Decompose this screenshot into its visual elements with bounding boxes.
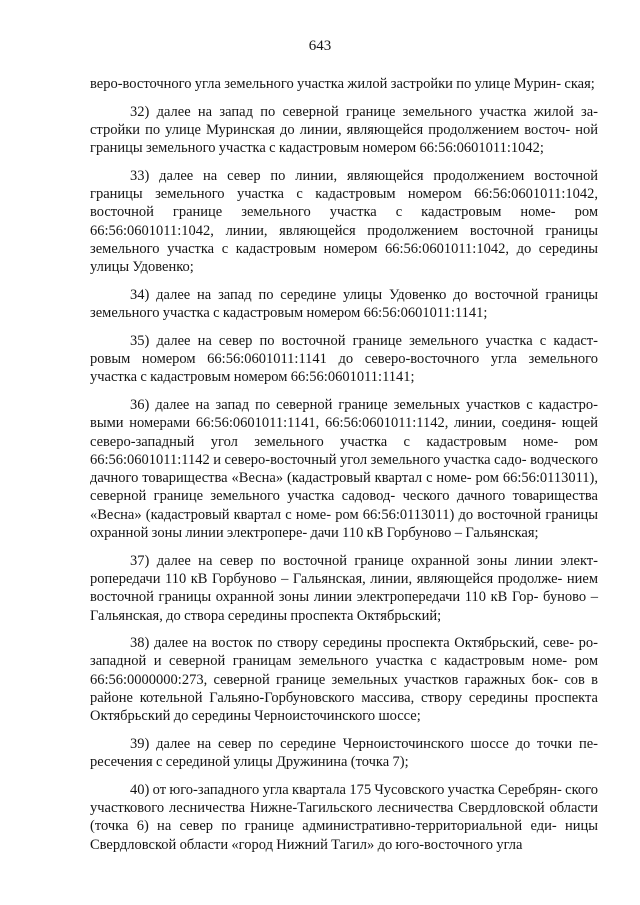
document-body <box>90 75 598 863</box>
paragraph-39: 39) далее на север по середине Черноисточинского шоссе до точки пе- ресечения с серединой улицы Дружинина (точка 7); <box>90 735 598 771</box>
paragraph-35: 35) далее на север по восточной границе земельного участка с кадаст- ровым номером 66:56:0601011:1141 до северо-восточного угла земельного участка с кадастровым номером 66:56:0601011:1141; <box>90 332 598 386</box>
paragraph-38: 38) далее на восток по створу середины проспекта Октябрьский, севе- ро-западной и северной границам земельного участка с кадастровым номе- ром 66:56:0000000:273, северной границе земельных участков гаражных бок- сов в районе котельной Гальяно-Горбуновского массива, створу середины проспекта Октябрьский до середины Черноисточинского шоссе; <box>90 635 598 725</box>
paragraph-40: 40) от юго-западного угла квартала 175 Чусовского участка Серебрян- ского участкового лесничества Нижне-Тагильского лесничества Свердловской области (точка 6) на север по границе административно-территориальной еди- ницы Свердловской области «город Нижний Тагил» до юго-восточного угла <box>90 781 599 853</box>
paragraph-37: 37) далее на север по восточной границе охранной зоны линии элект- ропередачи 110 кВ Горбуново – Гальянская, линии, являющейся продолже- нием восточной границы охранной зоны линии электропередачи 110 кВ Гор- буново – Гальянская, до створа середины проспекта Октябрьский; <box>90 552 598 624</box>
paragraph-36: 36) далее на запад по северной границе земельных участков с кадастро- выми номерами 66:56:0601011:1141, 66:56:0601011:1142, линии, соединя- ющей северо-западный угол земельного участка с кадастровым номе- ром 66:56:0601011:1142 и северо-восточный угол земельного участка садо- водческого дачного товарищества «Весна» (кадастровый квартал с номе- ром 66:56:0113011), северной границе земельного участка садовод- ческого дачного товарищества «Весна» (кадастровый квартал с номе- ром 66:56:0113011) до восточной границы охранной зоны линии электропере- дачи 110 кВ Горбуново – Гальянская; <box>90 396 598 542</box>
paragraph-continuation: веро-восточного угла земельного участка жилой застройки по улице Мурин- ская; <box>90 76 595 92</box>
paragraph-33: 33) далее на север по линии, являющейся продолжением восточной границы земельного участка с кадастровым номером 66:56:0601011:1042, восточной границе земельного участка с кадастровым номе- ром 66:56:0601011:1042, линии, являющейся продолжением восточной границы земельного участка с кадастровым номером 66:56:0601011:1042, до середины улицы Удовенко; <box>90 167 598 276</box>
paragraph-32: 32) далее на запад по северной границе земельного участка жилой за- стройки по улице Муринская до линии, являющейся продолжением восточ- ной границы земельного участка с кадастровым номером 66:56:0601011:1042; <box>90 103 598 157</box>
page-number: 643 <box>308 38 332 54</box>
paragraph-34: 34) далее на запад по середине улицы Удовенко до восточной границы земельного участка с кадастровым номером 66:56:0601011:1141; <box>90 286 598 322</box>
